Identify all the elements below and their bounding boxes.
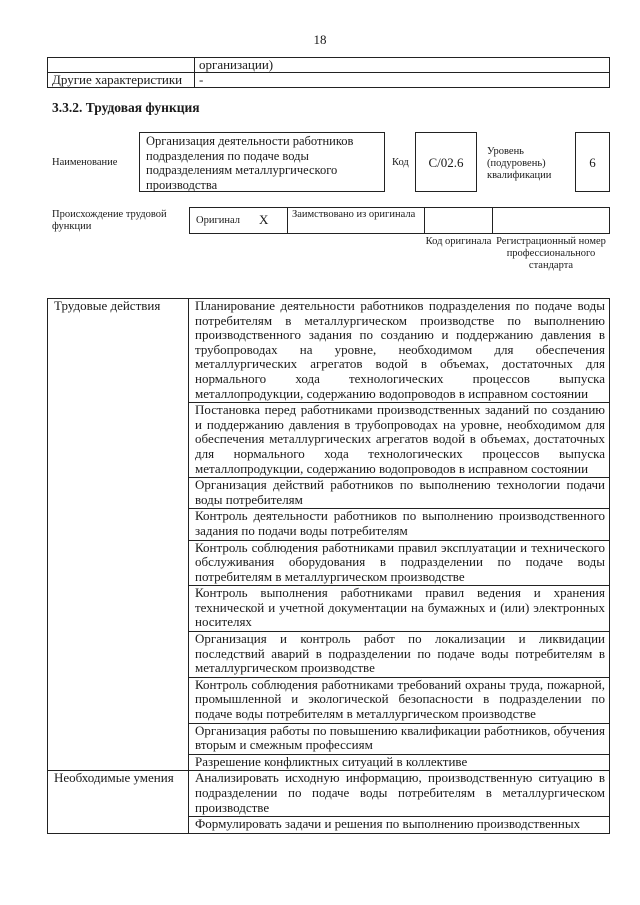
labor-action-item: Постановка перед работниками производственных заданий по созданию и поддержанию давления в трубопроводах на уровне, необходимом для обеспечения металлургических агрегатов водой в объемах, достаточных для нормального хода технологических процессов выпуска металлопродукции, содержанию водопроводов в исправном состоянии	[189, 403, 610, 478]
labor-action-item: Контроль соблюдения работниками правил эксплуатации и технического обслуживания оборудования в подразделении по подаче воды потребителям в металлургическом производстве	[189, 540, 610, 586]
labor-action-item: Организация действий работников по выполнению технологии подачи воды потребителям	[189, 478, 610, 509]
registration-number-caption: Регистрационный номер профессионального стандарта	[496, 236, 606, 271]
labor-action-item: Организация и контроль работ по локализации и ликвидации последствий аварий в подразделении по подаче воды потребителям в металлургическом производстве	[189, 632, 610, 678]
borrowed-label: Заимствовано из оригинала	[292, 209, 416, 220]
labor-action-item: Планирование деятельности работников подразделения по подаче воды потребителям в металлургическом производстве по выполнению производственного задания по созданию и поддержанию давления в трубопроводах на уровне, необходимом для обеспечения металлургических агрегатов водой в объемах, достаточных для нормального хода технологических процессов выпуска металлопродукции, содержанию водопроводов в исправном состоянии	[189, 299, 610, 403]
table-row	[48, 771, 610, 817]
row-value: -	[195, 73, 610, 88]
row-value: организации)	[195, 58, 610, 73]
skill-item: Анализировать исходную информацию, производственную ситуацию в подразделении по подаче воды потребителям в металлургическом производстве	[189, 771, 610, 817]
page-number: 18	[313, 32, 327, 47]
section-label-skills: Необходимые умения	[48, 771, 189, 833]
labor-action-item: Контроль выполнения работниками правил ведения и хранения технической и учетной документации на бумажных и (или) электронных носителях	[189, 586, 610, 632]
original-mark: X	[259, 212, 269, 227]
labor-function-table	[47, 298, 610, 834]
row-label: Другие характеристики	[48, 73, 195, 88]
original-code-cell	[424, 207, 493, 234]
labor-action-item: Разрешение конфликтных ситуаций в коллективе	[189, 754, 610, 771]
skill-item: Формулировать задачи и решения по выполнению производственных	[189, 817, 610, 834]
registration-number-cell	[492, 207, 610, 234]
labor-action-item: Контроль соблюдения работниками требований охраны труда, пожарной, промышленной и экологической безопасности в подразделении по подаче воды потребителям в металлургическом производстве	[189, 677, 610, 723]
row-label	[48, 58, 195, 73]
name-label: Наименование	[52, 157, 118, 168]
labor-action-item: Контроль деятельности работников по выполнению производственного задания по подачи воды потребителям	[189, 509, 610, 540]
original-code-caption: Код оригинала	[425, 236, 492, 247]
previous-table-continuation	[47, 57, 610, 88]
origin-label: Происхождение трудовой функции	[52, 209, 167, 232]
table-row	[48, 58, 610, 73]
original-label: Оригинал	[196, 215, 240, 226]
level-label: Уровень (подуровень) квалификации	[487, 146, 552, 181]
section-label-actions: Трудовые действия	[48, 299, 189, 771]
function-name-box: Организация деятельности работников подразделения по подаче воды подразделениям металлургического производства	[139, 132, 385, 192]
code-label: Код	[392, 157, 409, 168]
section-title: 3.3.2. Трудовая функция	[52, 100, 200, 115]
labor-action-item: Организация работы по повышению квалификации работников, обучения вторым и смежным профессиям	[189, 723, 610, 754]
table-row	[48, 73, 610, 88]
level-value-box: 6	[575, 132, 610, 192]
code-value-box: C/02.6	[415, 132, 477, 192]
table-row	[48, 299, 610, 403]
